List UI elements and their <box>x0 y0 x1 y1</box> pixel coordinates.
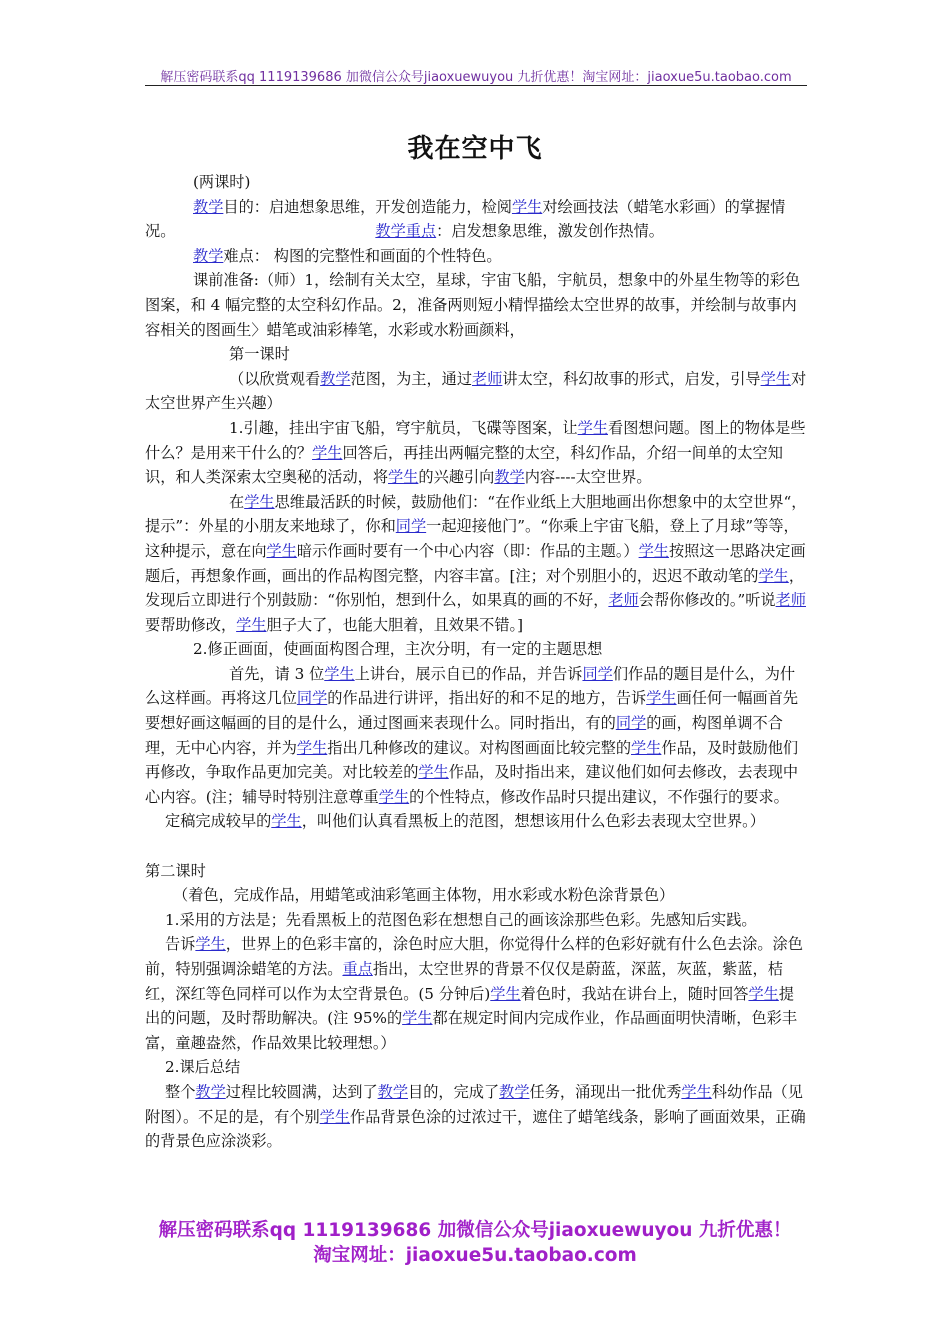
paragraph <box>145 195 807 244</box>
text: 看图想问题。图上的物体是些什么？是用来干什么的？ <box>145 418 806 462</box>
link-tongxue[interactable]: 同学 <box>582 664 613 683</box>
page-title: 我在空中飞 <box>407 134 543 164</box>
link-xuesheng[interactable]: 学生 <box>195 935 226 954</box>
text: 都在规定时间内完成作业，作品画面明快清晰，色彩丰富，童趣盎然，作品效果比较理想。） <box>145 1009 798 1052</box>
paragraph <box>145 268 807 342</box>
text: ，世界上的色彩丰富的，涂色时应大胆，你觉得什么样的色彩好就有什么色去涂。涂色前，特别强调涂蜡笔的方法。 <box>145 935 803 978</box>
paragraph <box>145 416 807 490</box>
section-heading <box>145 859 807 884</box>
text: (两课时) <box>193 173 251 191</box>
text: 首先，请 3 位 <box>229 664 325 683</box>
text: 们作品的题目是什么，为什么这样画。再将这几位 <box>145 664 796 708</box>
text: 要帮助修改， <box>145 615 237 634</box>
link-xuesheng[interactable]: 学生 <box>760 369 791 388</box>
link-xuesheng[interactable]: 学生 <box>758 566 789 585</box>
link-xuesheng[interactable]: 学生 <box>378 787 410 806</box>
link-xuesheng[interactable]: 学生 <box>631 738 662 757</box>
footer-line-2: 淘宝网址：jiaoxue5u.taobao.com <box>313 1245 637 1266</box>
text: 思维最活跃的时候，鼓励他们：“在作业纸上大胆地画出你想象中的太空世界“，提示”：外星的小朋友来地球了，你和 <box>145 492 807 536</box>
text: 目的，完成了 <box>408 1082 500 1101</box>
text: 的作品进行讲评，指出好的和不足的地方，告诉 <box>327 689 647 708</box>
text: （以欣赏观看 <box>229 369 321 388</box>
footer-line-1: 解压密码联系qq 1119139686 加微信公众号jiaoxuewuyou 九折优惠！ <box>158 1220 792 1241</box>
text: 的兴趣引向 <box>418 468 495 487</box>
link-laoshi[interactable]: 老师 <box>472 369 503 388</box>
text: 整个 <box>165 1082 196 1101</box>
link-tongxue[interactable]: 同学 <box>296 689 328 708</box>
text: 作品，及时指出来，建议他们如何去修改，去表现中心内容。(注；辅导时特别注意尊重 <box>145 763 799 806</box>
text: 1.采用的方法是；先看黑板上的范图色彩在想想自己的画该涂那些色彩。先感知后实践。 <box>165 910 757 929</box>
text: 的个性特点，修改作品时只提出建议，不作强行的要求。 <box>409 787 789 806</box>
section-heading <box>145 342 807 367</box>
paragraph <box>145 883 807 908</box>
text: 告诉 <box>165 935 196 954</box>
link-xuesheng[interactable]: 学生 <box>638 541 669 560</box>
link-xuesheng[interactable]: 学生 <box>244 492 275 511</box>
link-xuesheng[interactable]: 学生 <box>511 197 543 216</box>
link-jiaoxue-zhongdian[interactable]: 教学重点 <box>375 222 437 241</box>
link-jiaoxue[interactable]: 教学 <box>499 1082 530 1101</box>
text: 课前准备:（师）1，绘制有关太空，星球，宇宙飞船，宇航员，想象中的外星生物等的彩色图案，和 4 幅完整的太空科幻作品。2，准备两则短小精悍描绘太空世界的故事，并绘制与故事内容相关的图画生〉蜡笔或油彩棒笔，水彩或水粉画颜料， <box>145 271 801 339</box>
link-xuesheng[interactable]: 学生 <box>388 468 419 487</box>
blank-line <box>145 834 807 859</box>
text: 的画，构图单调不合理，无中心内容，并为 <box>145 714 783 757</box>
paragraph <box>145 244 807 269</box>
text: ，发现后立即进行个别鼓励：“你别怕，想到什么，如果真的画的不好， <box>145 566 804 610</box>
link-xuesheng[interactable]: 学生 <box>324 664 355 683</box>
header-watermark: 解压密码联系qq 1119139686 加微信公众号jiaoxuewuyou 九折优惠！淘宝网址：jiaoxue5u.taobao.com <box>160 70 792 85</box>
text: 胆子大了，也能大胆着，且效果不错。] <box>266 615 524 634</box>
link-jiaoxue[interactable]: 教学 <box>193 246 224 265</box>
link-xuesheng[interactable]: 学生 <box>236 615 267 634</box>
text: 内容----太空世界。 <box>524 468 652 487</box>
footer-watermark <box>0 1218 950 1268</box>
paragraph <box>145 1080 807 1154</box>
link-jiaoxue[interactable]: 教学 <box>494 468 525 487</box>
paragraph <box>145 170 807 195</box>
link-tongxue[interactable]: 同学 <box>395 517 427 536</box>
text: ：启发想象思维，激发创作热情。 <box>436 222 664 241</box>
header-rule <box>145 85 807 86</box>
paragraph <box>145 932 807 1055</box>
text: 2.课后总结 <box>165 1058 241 1077</box>
text: ，叫他们认真看黑板上的范图，想想该用什么色彩去表现太空世界。） <box>301 812 765 831</box>
text: 一起迎接他门”。“你乘上宇宙飞船，登上了月球”等等，这种提示，意在向 <box>145 517 799 560</box>
link-xuesheng[interactable]: 学生 <box>418 763 449 782</box>
text: 暗示作画时要有一个中心内容（即：作品的主题。） <box>296 541 639 560</box>
link-jiaoxue[interactable]: 教学 <box>195 1082 226 1101</box>
paragraph <box>145 490 807 638</box>
text: （着色，完成作品，用蜡笔或油彩笔画主体物，用水彩或水粉色涂背景色） <box>173 886 675 905</box>
text: 1.引趣，挂出宇宙飞船，穹宇航员，飞碟等图案，让 <box>229 418 578 437</box>
text: 目的：启迪想象思维，开发创造能力，检阅 <box>223 197 512 216</box>
text: 定稿完成较早的 <box>165 812 272 831</box>
text: 作品背景色涂的过浓过干，遮住了蜡笔线条，影响了画面效果，正确的背景色应涂淡彩。 <box>145 1107 806 1151</box>
text: 按照这一思路决定画题后，再想象作画，画出的作品构图完整，内容丰富。[注；对个别胆小的，迟迟不敢动笔的 <box>145 541 806 585</box>
text: 作品，及时鼓励他们再修改，争取作品更加完美。对比较差的 <box>145 738 799 782</box>
link-tongxue[interactable]: 同学 <box>615 714 647 733</box>
text: 会帮你修改的。”听说 <box>638 591 776 610</box>
text: 上讲台，展示自已的作品，并告诉 <box>354 664 583 683</box>
link-xuesheng[interactable]: 学生 <box>312 443 343 462</box>
text: 难点： 构图的完整性和画面的个性特色。 <box>223 246 502 265</box>
text: 范图，为主，通过 <box>350 369 472 388</box>
link-xuesheng[interactable]: 学生 <box>577 418 608 437</box>
link-xuesheng[interactable]: 学生 <box>319 1107 351 1126</box>
text: 第二课时 <box>145 861 206 880</box>
link-jiaoxue[interactable]: 教学 <box>320 369 351 388</box>
text: 在 <box>229 492 245 511</box>
link-xuesheng[interactable]: 学生 <box>681 1082 712 1101</box>
link-xuesheng[interactable]: 学生 <box>271 812 302 831</box>
link-laoshi[interactable]: 老师 <box>608 591 639 610</box>
link-jiaoxue[interactable]: 教学 <box>193 197 224 216</box>
text: 指出几种修改的建议。对构图画面比较完整的 <box>327 738 631 757</box>
paragraph <box>145 1055 807 1080</box>
text: 科幼作品（见附图）。不足的是，有个别 <box>145 1082 803 1126</box>
link-jiaoxue[interactable]: 教学 <box>377 1082 408 1101</box>
text: 第一课时 <box>229 345 290 364</box>
text: 2.修正画面，使画面构图合理，主次分明，有一定的主题思想 <box>193 640 603 659</box>
paragraph <box>145 908 807 933</box>
text: 指出，太空世界的背景不仅仅是蔚蓝，深蓝，灰蓝，紫蓝，桔红，深红等色同样可以作为太空背景色。(5 分钟后) <box>145 960 783 1003</box>
text: 回答后，再挂出两幅完整的太空，科幻作品，介绍一间单的太空知识，和人类深索太空奥秘的活动，将 <box>145 443 783 487</box>
paragraph <box>145 809 807 834</box>
text: 对太空世界产生兴趣） <box>145 369 807 413</box>
text: 提出的问题，及时帮助解决。(注 95%的 <box>145 984 795 1028</box>
link-xuesheng[interactable]: 学生 <box>646 689 677 708</box>
text: 着色时，我站在讲台上，随时回答 <box>520 984 749 1003</box>
text: 讲太空，科幻故事的形式，启发，引导 <box>502 369 761 388</box>
text: 对绘画技法（蜡笔水彩画）的掌握情况。 <box>145 197 786 241</box>
link-xuesheng[interactable]: 学生 <box>266 541 297 560</box>
paragraph <box>145 662 807 810</box>
link-zhongdian[interactable]: 重点 <box>342 960 373 978</box>
link-laoshi[interactable]: 老师 <box>775 591 806 610</box>
text: 画任何一幅画首先要想好画这幅画的目的是什么，通过图画来表现什么。同时指出，有的 <box>145 689 799 733</box>
link-xuesheng[interactable]: 学生 <box>490 984 521 1003</box>
text: 任务，涌现出一批优秀 <box>529 1082 682 1101</box>
link-xuesheng[interactable]: 学生 <box>296 738 328 757</box>
link-xuesheng[interactable]: 学生 <box>402 1009 433 1028</box>
paragraph <box>145 367 807 416</box>
text: 过程比较圆满，达到了 <box>225 1082 378 1101</box>
link-xuesheng[interactable]: 学生 <box>748 984 779 1003</box>
document-body <box>145 170 807 1154</box>
paragraph <box>145 637 807 662</box>
